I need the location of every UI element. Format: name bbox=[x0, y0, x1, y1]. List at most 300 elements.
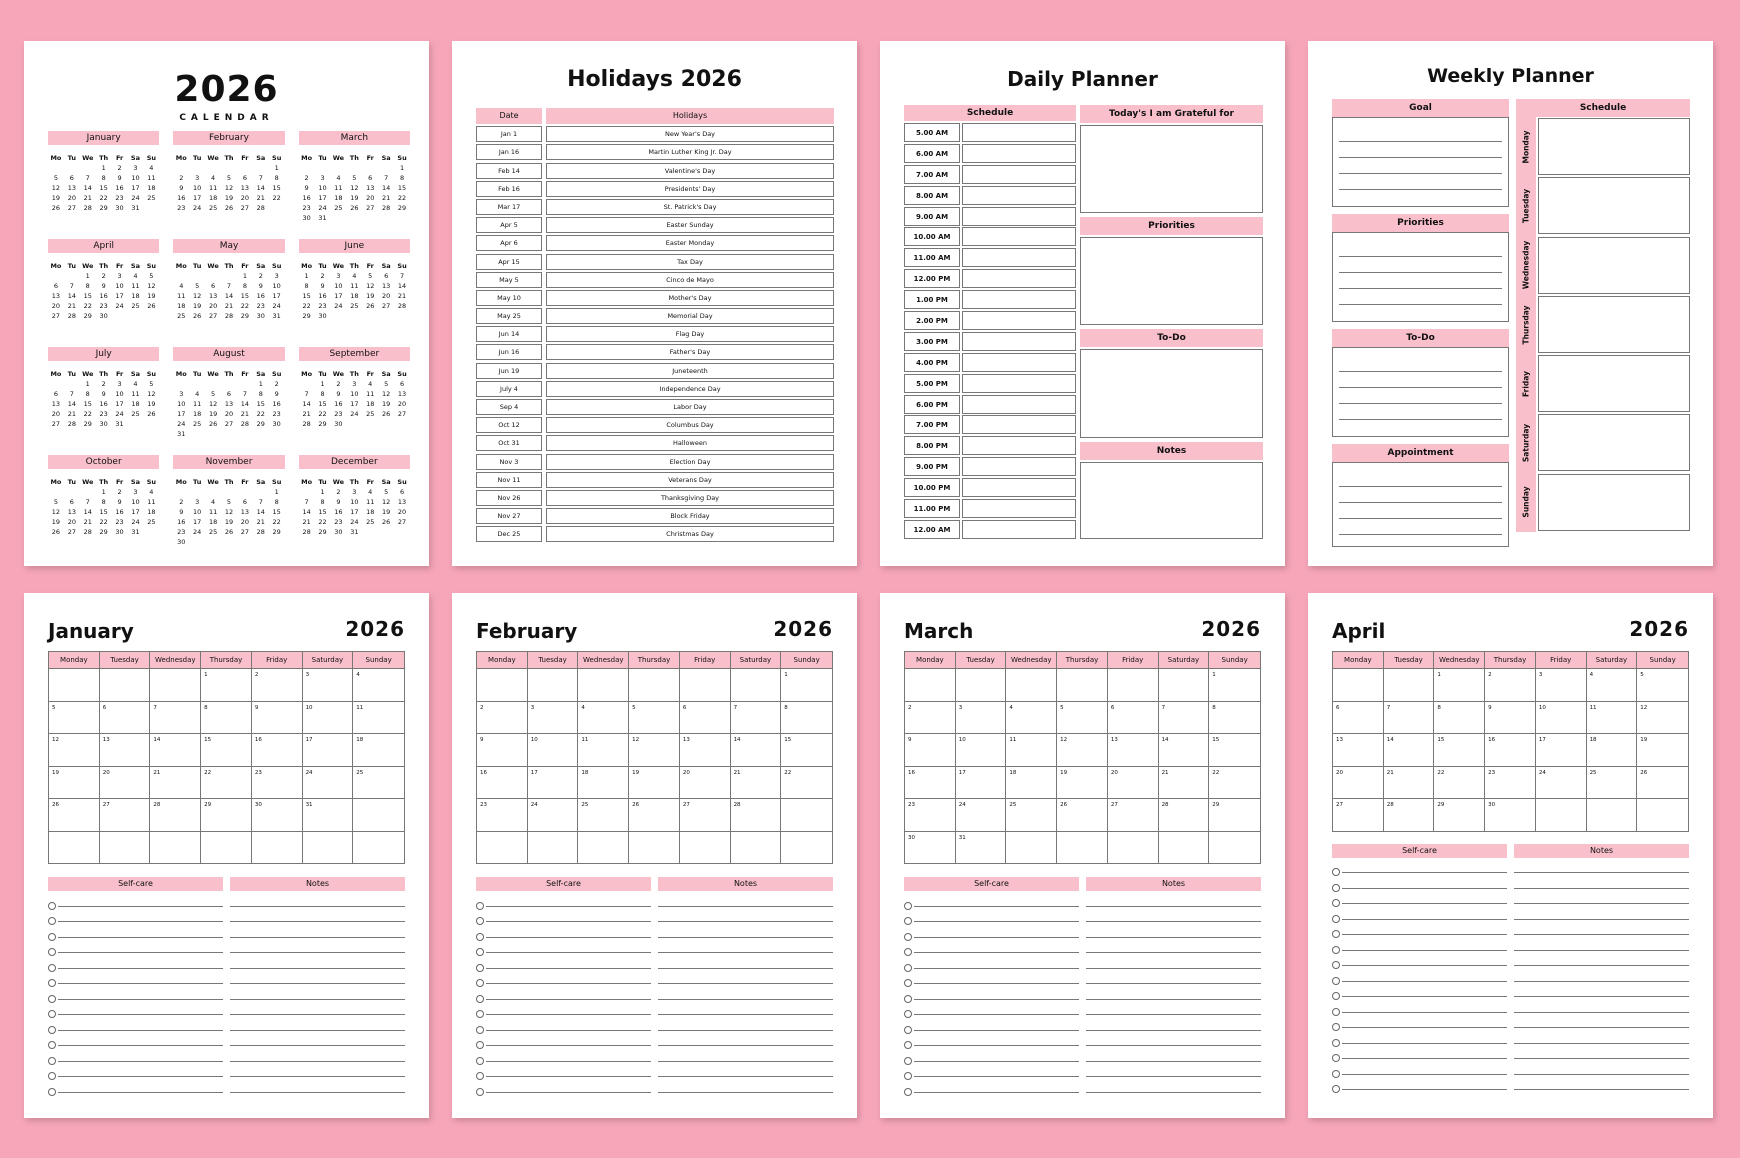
notes-line[interactable] bbox=[230, 891, 405, 907]
day-entry-box[interactable] bbox=[1538, 414, 1690, 471]
day-cell[interactable]: 26 bbox=[49, 798, 100, 831]
selfcare-item[interactable] bbox=[476, 907, 651, 923]
checkbox-icon[interactable] bbox=[904, 1057, 912, 1065]
day-cell[interactable]: 5 bbox=[49, 701, 100, 734]
schedule-entry[interactable] bbox=[962, 332, 1076, 351]
day-cell[interactable]: 8 bbox=[1434, 701, 1485, 734]
checkbox-icon[interactable] bbox=[1332, 1085, 1340, 1093]
selfcare-item[interactable] bbox=[904, 891, 1079, 907]
day-cell[interactable] bbox=[252, 831, 303, 864]
checkbox-icon[interactable] bbox=[48, 1088, 56, 1096]
selfcare-item[interactable] bbox=[1332, 1044, 1507, 1060]
day-cell[interactable] bbox=[781, 798, 832, 831]
day-cell[interactable]: 22 bbox=[1209, 766, 1260, 799]
notes-line[interactable] bbox=[1514, 1059, 1689, 1075]
day-cell[interactable] bbox=[680, 831, 731, 864]
selfcare-item[interactable] bbox=[1332, 1059, 1507, 1075]
day-cell[interactable]: 18 bbox=[353, 733, 404, 766]
notes-line[interactable] bbox=[658, 1031, 833, 1047]
selfcare-item[interactable] bbox=[904, 1077, 1079, 1093]
checkbox-icon[interactable] bbox=[48, 948, 56, 956]
notes-line[interactable] bbox=[1086, 1000, 1261, 1016]
checkbox-icon[interactable] bbox=[476, 995, 484, 1003]
day-cell[interactable]: 11 bbox=[353, 701, 404, 734]
notes-line[interactable] bbox=[658, 891, 833, 907]
checkbox-icon[interactable] bbox=[48, 1057, 56, 1065]
notes-line[interactable] bbox=[1514, 935, 1689, 951]
schedule-entry[interactable] bbox=[962, 478, 1076, 497]
day-cell[interactable] bbox=[477, 831, 528, 864]
checkbox-icon[interactable] bbox=[476, 1041, 484, 1049]
day-cell[interactable]: 19 bbox=[629, 766, 680, 799]
selfcare-item[interactable] bbox=[904, 1015, 1079, 1031]
day-cell[interactable]: 9 bbox=[477, 733, 528, 766]
day-cell[interactable]: 29 bbox=[1434, 798, 1485, 831]
checkbox-icon[interactable] bbox=[48, 1072, 56, 1080]
notes-line[interactable] bbox=[1086, 984, 1261, 1000]
notes-line[interactable] bbox=[230, 1031, 405, 1047]
notes-line[interactable] bbox=[1514, 1013, 1689, 1029]
selfcare-item[interactable] bbox=[476, 1062, 651, 1078]
checkbox-icon[interactable] bbox=[48, 1010, 56, 1018]
notes-box[interactable] bbox=[1080, 462, 1263, 539]
notes-line[interactable] bbox=[230, 984, 405, 1000]
priorities-box[interactable] bbox=[1332, 232, 1509, 322]
day-cell[interactable]: 20 bbox=[1333, 766, 1384, 799]
selfcare-item[interactable] bbox=[476, 984, 651, 1000]
day-cell[interactable]: 30 bbox=[1485, 798, 1536, 831]
day-cell[interactable] bbox=[1637, 798, 1688, 831]
day-cell[interactable]: 16 bbox=[1485, 733, 1536, 766]
day-cell[interactable] bbox=[731, 668, 782, 701]
day-cell[interactable]: 26 bbox=[1057, 798, 1108, 831]
notes-line[interactable] bbox=[658, 1046, 833, 1062]
schedule-entry[interactable] bbox=[962, 395, 1076, 414]
checkbox-icon[interactable] bbox=[476, 933, 484, 941]
day-cell[interactable]: 10 bbox=[528, 733, 579, 766]
day-cell[interactable]: 18 bbox=[1587, 733, 1638, 766]
selfcare-item[interactable] bbox=[1332, 1028, 1507, 1044]
selfcare-item[interactable] bbox=[476, 891, 651, 907]
selfcare-item[interactable] bbox=[904, 1062, 1079, 1078]
day-cell[interactable]: 29 bbox=[1209, 798, 1260, 831]
day-cell[interactable]: 24 bbox=[956, 798, 1007, 831]
day-cell[interactable]: 27 bbox=[100, 798, 151, 831]
checkbox-icon[interactable] bbox=[904, 1026, 912, 1034]
schedule-entry[interactable] bbox=[962, 436, 1076, 455]
schedule-entry[interactable] bbox=[962, 499, 1076, 518]
checkbox-icon[interactable] bbox=[48, 917, 56, 925]
notes-line[interactable] bbox=[1086, 1062, 1261, 1078]
checkbox-icon[interactable] bbox=[904, 902, 912, 910]
day-cell[interactable] bbox=[1587, 798, 1638, 831]
day-cell[interactable]: 25 bbox=[1587, 766, 1638, 799]
selfcare-item[interactable] bbox=[48, 922, 223, 938]
day-cell[interactable]: 20 bbox=[680, 766, 731, 799]
checkbox-icon[interactable] bbox=[476, 902, 484, 910]
day-cell[interactable]: 16 bbox=[477, 766, 528, 799]
day-cell[interactable]: 1 bbox=[781, 668, 832, 701]
checkbox-icon[interactable] bbox=[476, 1010, 484, 1018]
selfcare-item[interactable] bbox=[1332, 951, 1507, 967]
day-cell[interactable] bbox=[1536, 798, 1587, 831]
day-cell[interactable]: 20 bbox=[1108, 766, 1159, 799]
day-cell[interactable] bbox=[1057, 668, 1108, 701]
day-cell[interactable]: 13 bbox=[680, 733, 731, 766]
selfcare-item[interactable] bbox=[1332, 1075, 1507, 1091]
checkbox-icon[interactable] bbox=[1332, 946, 1340, 954]
day-cell[interactable]: 14 bbox=[150, 733, 201, 766]
day-cell[interactable] bbox=[150, 831, 201, 864]
schedule-entry[interactable] bbox=[962, 227, 1076, 246]
day-cell[interactable] bbox=[781, 831, 832, 864]
schedule-entry[interactable] bbox=[962, 374, 1076, 393]
day-cell[interactable]: 31 bbox=[303, 798, 354, 831]
day-cell[interactable] bbox=[1159, 831, 1210, 864]
checkbox-icon[interactable] bbox=[1332, 899, 1340, 907]
selfcare-item[interactable] bbox=[904, 922, 1079, 938]
schedule-entry[interactable] bbox=[962, 457, 1076, 476]
checkbox-icon[interactable] bbox=[904, 948, 912, 956]
selfcare-item[interactable] bbox=[1332, 966, 1507, 982]
day-cell[interactable]: 30 bbox=[252, 798, 303, 831]
checkbox-icon[interactable] bbox=[1332, 1008, 1340, 1016]
selfcare-item[interactable] bbox=[1332, 997, 1507, 1013]
schedule-entry[interactable] bbox=[962, 144, 1076, 163]
checkbox-icon[interactable] bbox=[904, 979, 912, 987]
day-cell[interactable]: 12 bbox=[1637, 701, 1688, 734]
selfcare-item[interactable] bbox=[48, 1031, 223, 1047]
day-cell[interactable] bbox=[1384, 668, 1435, 701]
day-cell[interactable]: 6 bbox=[100, 701, 151, 734]
checkbox-icon[interactable] bbox=[48, 964, 56, 972]
day-entry-box[interactable] bbox=[1538, 177, 1690, 234]
day-cell[interactable] bbox=[956, 668, 1007, 701]
selfcare-item[interactable] bbox=[48, 907, 223, 923]
notes-line[interactable] bbox=[230, 1062, 405, 1078]
schedule-entry[interactable] bbox=[962, 520, 1076, 539]
checkbox-icon[interactable] bbox=[904, 964, 912, 972]
selfcare-item[interactable] bbox=[476, 1015, 651, 1031]
priorities-box[interactable] bbox=[1080, 237, 1263, 325]
notes-line[interactable] bbox=[1514, 951, 1689, 967]
day-cell[interactable] bbox=[201, 831, 252, 864]
notes-line[interactable] bbox=[658, 953, 833, 969]
day-cell[interactable]: 10 bbox=[956, 733, 1007, 766]
schedule-entry[interactable] bbox=[962, 269, 1076, 288]
day-cell[interactable]: 15 bbox=[781, 733, 832, 766]
selfcare-item[interactable] bbox=[476, 1046, 651, 1062]
day-cell[interactable]: 24 bbox=[528, 798, 579, 831]
notes-line[interactable] bbox=[230, 1077, 405, 1093]
selfcare-item[interactable] bbox=[1332, 858, 1507, 874]
notes-line[interactable] bbox=[1086, 1046, 1261, 1062]
day-cell[interactable] bbox=[680, 668, 731, 701]
day-cell[interactable]: 2 bbox=[477, 701, 528, 734]
checkbox-icon[interactable] bbox=[1332, 868, 1340, 876]
selfcare-item[interactable] bbox=[1332, 904, 1507, 920]
notes-line[interactable] bbox=[1086, 1015, 1261, 1031]
notes-line[interactable] bbox=[1086, 969, 1261, 985]
day-cell[interactable]: 8 bbox=[1209, 701, 1260, 734]
day-cell[interactable]: 3 bbox=[956, 701, 1007, 734]
selfcare-item[interactable] bbox=[48, 953, 223, 969]
notes-line[interactable] bbox=[658, 1015, 833, 1031]
day-cell[interactable] bbox=[528, 668, 579, 701]
day-cell[interactable]: 23 bbox=[477, 798, 528, 831]
day-cell[interactable]: 19 bbox=[49, 766, 100, 799]
selfcare-item[interactable] bbox=[48, 1062, 223, 1078]
notes-line[interactable] bbox=[658, 922, 833, 938]
notes-line[interactable] bbox=[230, 1000, 405, 1016]
day-cell[interactable]: 3 bbox=[303, 668, 354, 701]
schedule-entry[interactable] bbox=[962, 165, 1076, 184]
notes-line[interactable] bbox=[1086, 1077, 1261, 1093]
day-cell[interactable] bbox=[578, 668, 629, 701]
checkbox-icon[interactable] bbox=[48, 933, 56, 941]
day-cell[interactable]: 2 bbox=[1485, 668, 1536, 701]
day-cell[interactable]: 5 bbox=[1057, 701, 1108, 734]
checkbox-icon[interactable] bbox=[476, 948, 484, 956]
checkbox-icon[interactable] bbox=[476, 1026, 484, 1034]
selfcare-item[interactable] bbox=[904, 953, 1079, 969]
day-cell[interactable] bbox=[629, 668, 680, 701]
day-cell[interactable]: 16 bbox=[252, 733, 303, 766]
checkbox-icon[interactable] bbox=[476, 1072, 484, 1080]
day-cell[interactable] bbox=[1057, 831, 1108, 864]
day-cell[interactable] bbox=[100, 831, 151, 864]
checkbox-icon[interactable] bbox=[48, 995, 56, 1003]
selfcare-item[interactable] bbox=[476, 953, 651, 969]
checkbox-icon[interactable] bbox=[1332, 915, 1340, 923]
day-cell[interactable] bbox=[1209, 831, 1260, 864]
checkbox-icon[interactable] bbox=[904, 933, 912, 941]
notes-line[interactable] bbox=[1514, 1044, 1689, 1060]
day-cell[interactable]: 5 bbox=[629, 701, 680, 734]
checkbox-icon[interactable] bbox=[1332, 1070, 1340, 1078]
day-cell[interactable] bbox=[578, 831, 629, 864]
day-cell[interactable]: 26 bbox=[1637, 766, 1688, 799]
day-cell[interactable]: 4 bbox=[578, 701, 629, 734]
day-cell[interactable]: 15 bbox=[201, 733, 252, 766]
day-cell[interactable] bbox=[731, 831, 782, 864]
day-cell[interactable]: 11 bbox=[1006, 733, 1057, 766]
selfcare-item[interactable] bbox=[476, 1031, 651, 1047]
day-cell[interactable] bbox=[49, 668, 100, 701]
notes-line[interactable] bbox=[658, 1062, 833, 1078]
day-cell[interactable]: 9 bbox=[1485, 701, 1536, 734]
checkbox-icon[interactable] bbox=[904, 1010, 912, 1018]
day-cell[interactable]: 12 bbox=[1057, 733, 1108, 766]
schedule-entry[interactable] bbox=[962, 207, 1076, 226]
day-cell[interactable]: 21 bbox=[150, 766, 201, 799]
day-cell[interactable]: 27 bbox=[680, 798, 731, 831]
day-entry-box[interactable] bbox=[1538, 118, 1690, 175]
schedule-entry[interactable] bbox=[962, 311, 1076, 330]
selfcare-item[interactable] bbox=[48, 984, 223, 1000]
day-cell[interactable]: 6 bbox=[1108, 701, 1159, 734]
notes-line[interactable] bbox=[230, 922, 405, 938]
notes-line[interactable] bbox=[1514, 904, 1689, 920]
selfcare-item[interactable] bbox=[48, 1000, 223, 1016]
day-cell[interactable]: 19 bbox=[1057, 766, 1108, 799]
selfcare-item[interactable] bbox=[1332, 1013, 1507, 1029]
day-cell[interactable]: 21 bbox=[731, 766, 782, 799]
selfcare-item[interactable] bbox=[1332, 920, 1507, 936]
day-cell[interactable] bbox=[303, 831, 354, 864]
selfcare-item[interactable] bbox=[1332, 935, 1507, 951]
day-cell[interactable]: 14 bbox=[731, 733, 782, 766]
day-cell[interactable]: 14 bbox=[1159, 733, 1210, 766]
notes-line[interactable] bbox=[1086, 953, 1261, 969]
day-cell[interactable] bbox=[1159, 668, 1210, 701]
checkbox-icon[interactable] bbox=[904, 1088, 912, 1096]
day-cell[interactable]: 5 bbox=[1637, 668, 1688, 701]
schedule-entry[interactable] bbox=[962, 186, 1076, 205]
day-cell[interactable]: 1 bbox=[1209, 668, 1260, 701]
day-cell[interactable]: 4 bbox=[353, 668, 404, 701]
selfcare-item[interactable] bbox=[48, 1077, 223, 1093]
selfcare-item[interactable] bbox=[904, 1031, 1079, 1047]
day-cell[interactable]: 6 bbox=[680, 701, 731, 734]
schedule-entry[interactable] bbox=[962, 415, 1076, 434]
notes-line[interactable] bbox=[1514, 873, 1689, 889]
day-cell[interactable] bbox=[1333, 668, 1384, 701]
notes-line[interactable] bbox=[1514, 966, 1689, 982]
day-cell[interactable]: 8 bbox=[201, 701, 252, 734]
notes-line[interactable] bbox=[1086, 1031, 1261, 1047]
day-cell[interactable] bbox=[150, 668, 201, 701]
todo-box[interactable] bbox=[1332, 347, 1509, 437]
day-cell[interactable]: 14 bbox=[1384, 733, 1435, 766]
checkbox-icon[interactable] bbox=[48, 1041, 56, 1049]
day-cell[interactable]: 11 bbox=[578, 733, 629, 766]
day-cell[interactable]: 12 bbox=[49, 733, 100, 766]
appointment-box[interactable] bbox=[1332, 462, 1509, 547]
day-cell[interactable]: 30 bbox=[905, 831, 956, 864]
day-cell[interactable]: 3 bbox=[1536, 668, 1587, 701]
checkbox-icon[interactable] bbox=[476, 964, 484, 972]
notes-line[interactable] bbox=[1514, 982, 1689, 998]
notes-line[interactable] bbox=[1514, 997, 1689, 1013]
day-cell[interactable]: 10 bbox=[303, 701, 354, 734]
schedule-entry[interactable] bbox=[962, 353, 1076, 372]
selfcare-item[interactable] bbox=[904, 984, 1079, 1000]
day-cell[interactable] bbox=[353, 831, 404, 864]
day-entry-box[interactable] bbox=[1538, 355, 1690, 412]
day-cell[interactable] bbox=[905, 668, 956, 701]
day-cell[interactable]: 29 bbox=[201, 798, 252, 831]
day-cell[interactable] bbox=[353, 798, 404, 831]
selfcare-item[interactable] bbox=[904, 969, 1079, 985]
notes-line[interactable] bbox=[1086, 938, 1261, 954]
checkbox-icon[interactable] bbox=[904, 1041, 912, 1049]
checkbox-icon[interactable] bbox=[904, 995, 912, 1003]
selfcare-item[interactable] bbox=[48, 938, 223, 954]
day-cell[interactable]: 22 bbox=[201, 766, 252, 799]
notes-line[interactable] bbox=[1514, 889, 1689, 905]
day-cell[interactable] bbox=[477, 668, 528, 701]
day-cell[interactable]: 17 bbox=[303, 733, 354, 766]
day-cell[interactable]: 3 bbox=[528, 701, 579, 734]
checkbox-icon[interactable] bbox=[1332, 961, 1340, 969]
day-cell[interactable]: 25 bbox=[1006, 798, 1057, 831]
day-cell[interactable]: 23 bbox=[252, 766, 303, 799]
selfcare-item[interactable] bbox=[48, 969, 223, 985]
notes-line[interactable] bbox=[1086, 907, 1261, 923]
day-cell[interactable]: 28 bbox=[1384, 798, 1435, 831]
checkbox-icon[interactable] bbox=[1332, 977, 1340, 985]
day-cell[interactable]: 24 bbox=[303, 766, 354, 799]
selfcare-item[interactable] bbox=[1332, 982, 1507, 998]
checkbox-icon[interactable] bbox=[1332, 1054, 1340, 1062]
day-cell[interactable]: 22 bbox=[1434, 766, 1485, 799]
day-cell[interactable] bbox=[1108, 831, 1159, 864]
day-cell[interactable]: 27 bbox=[1333, 798, 1384, 831]
day-cell[interactable]: 15 bbox=[1434, 733, 1485, 766]
notes-line[interactable] bbox=[1514, 1028, 1689, 1044]
day-cell[interactable]: 11 bbox=[1587, 701, 1638, 734]
day-cell[interactable]: 31 bbox=[956, 831, 1007, 864]
day-cell[interactable] bbox=[100, 668, 151, 701]
day-cell[interactable] bbox=[629, 831, 680, 864]
day-cell[interactable]: 28 bbox=[731, 798, 782, 831]
day-cell[interactable] bbox=[528, 831, 579, 864]
day-cell[interactable]: 21 bbox=[1159, 766, 1210, 799]
selfcare-item[interactable] bbox=[48, 1015, 223, 1031]
selfcare-item[interactable] bbox=[1332, 889, 1507, 905]
notes-line[interactable] bbox=[230, 1046, 405, 1062]
day-cell[interactable]: 17 bbox=[1536, 733, 1587, 766]
day-entry-box[interactable] bbox=[1538, 474, 1690, 531]
notes-line[interactable] bbox=[658, 907, 833, 923]
checkbox-icon[interactable] bbox=[1332, 1039, 1340, 1047]
day-cell[interactable]: 28 bbox=[150, 798, 201, 831]
day-cell[interactable]: 27 bbox=[1108, 798, 1159, 831]
selfcare-item[interactable] bbox=[476, 922, 651, 938]
day-cell[interactable]: 12 bbox=[629, 733, 680, 766]
day-cell[interactable] bbox=[1006, 668, 1057, 701]
checkbox-icon[interactable] bbox=[1332, 992, 1340, 1000]
checkbox-icon[interactable] bbox=[904, 1072, 912, 1080]
day-cell[interactable]: 26 bbox=[629, 798, 680, 831]
notes-line[interactable] bbox=[658, 938, 833, 954]
selfcare-item[interactable] bbox=[476, 938, 651, 954]
notes-line[interactable] bbox=[230, 1015, 405, 1031]
day-cell[interactable] bbox=[49, 831, 100, 864]
day-entry-box[interactable] bbox=[1538, 296, 1690, 353]
day-cell[interactable]: 23 bbox=[1485, 766, 1536, 799]
day-cell[interactable] bbox=[1006, 831, 1057, 864]
day-cell[interactable]: 25 bbox=[578, 798, 629, 831]
notes-line[interactable] bbox=[230, 907, 405, 923]
day-entry-box[interactable] bbox=[1538, 237, 1690, 294]
day-cell[interactable]: 9 bbox=[905, 733, 956, 766]
day-cell[interactable]: 8 bbox=[781, 701, 832, 734]
schedule-entry[interactable] bbox=[962, 123, 1076, 142]
day-cell[interactable]: 15 bbox=[1209, 733, 1260, 766]
selfcare-item[interactable] bbox=[476, 1000, 651, 1016]
day-cell[interactable]: 13 bbox=[100, 733, 151, 766]
day-cell[interactable]: 21 bbox=[1384, 766, 1435, 799]
day-cell[interactable]: 16 bbox=[905, 766, 956, 799]
selfcare-item[interactable] bbox=[48, 1046, 223, 1062]
day-cell[interactable]: 7 bbox=[1159, 701, 1210, 734]
checkbox-icon[interactable] bbox=[476, 1088, 484, 1096]
schedule-entry[interactable] bbox=[962, 290, 1076, 309]
day-cell[interactable]: 24 bbox=[1536, 766, 1587, 799]
selfcare-item[interactable] bbox=[904, 1000, 1079, 1016]
